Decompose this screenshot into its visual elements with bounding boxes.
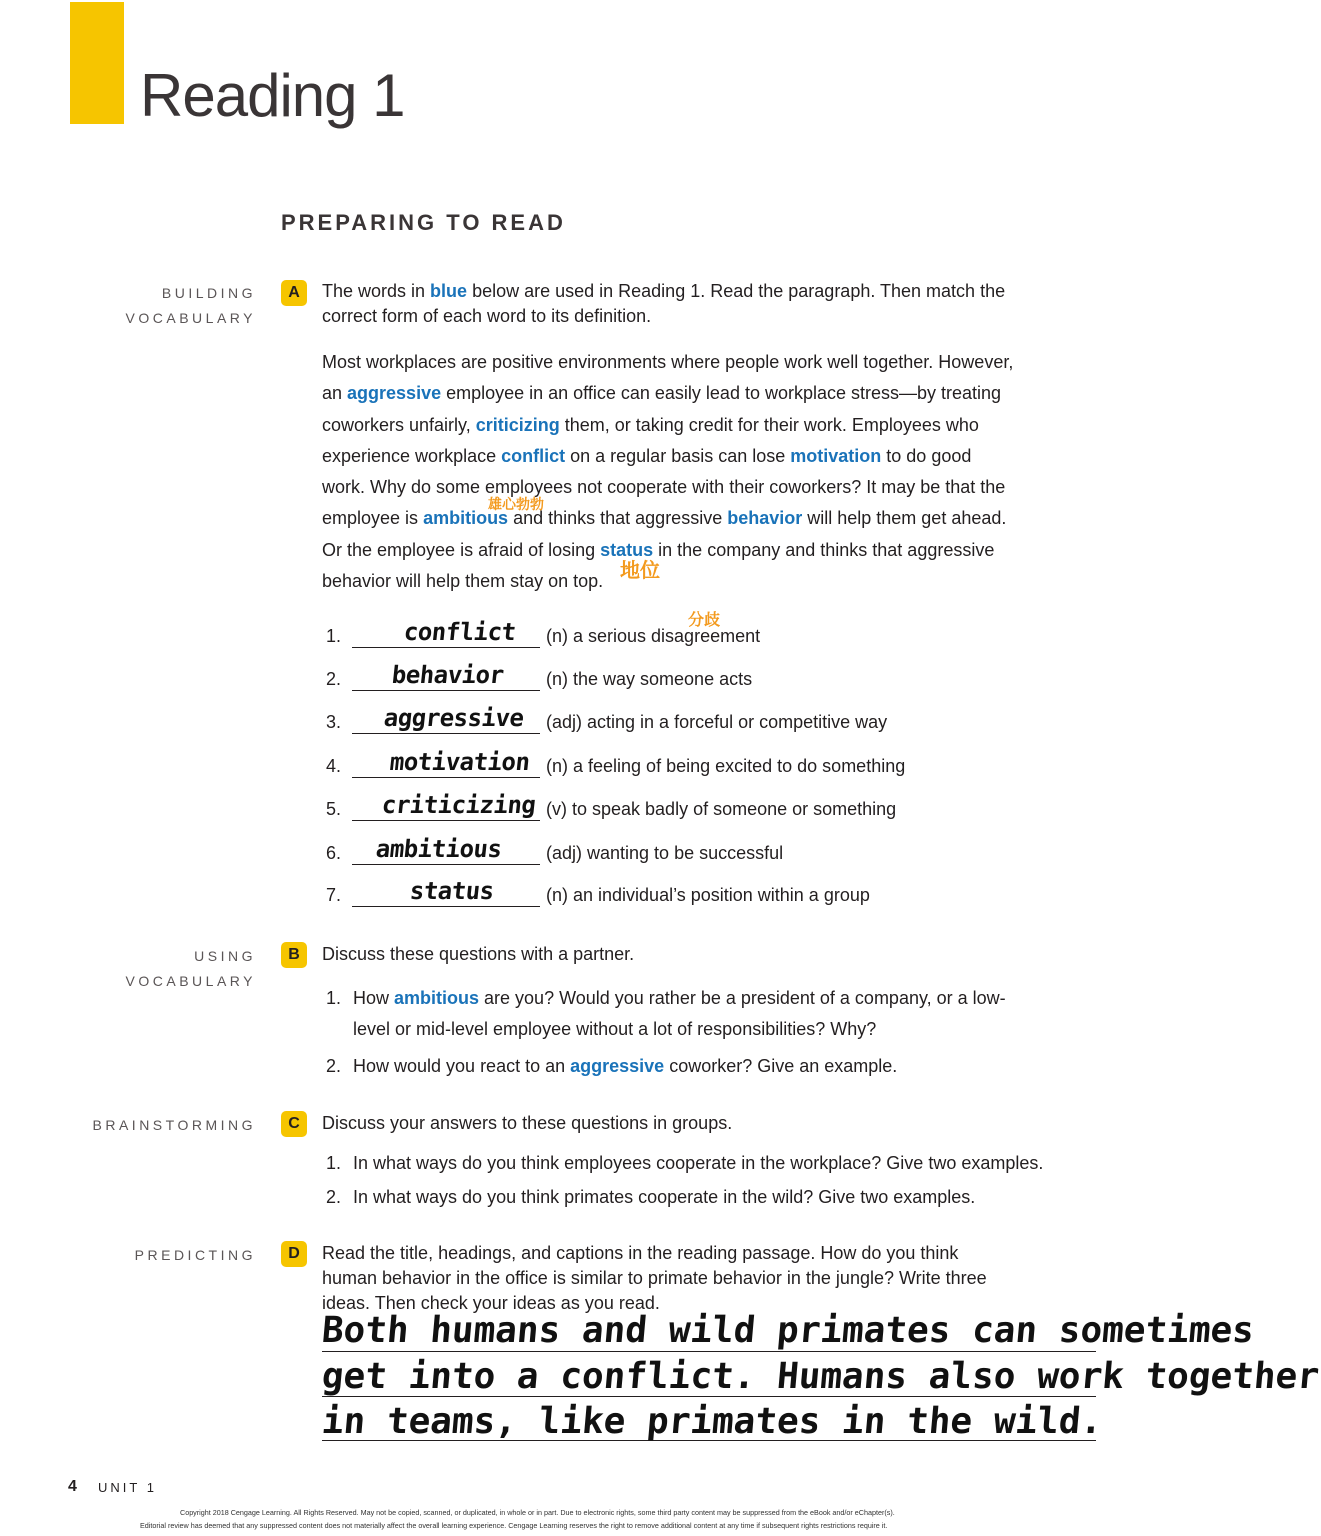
answer-line xyxy=(352,864,540,865)
vocab-motivation: motivation xyxy=(790,445,882,466)
list-item: 5. criticizing (v) to speak badly of someone or something xyxy=(326,791,897,819)
side-label-using-vocabulary: USING VOCABULARY xyxy=(125,948,256,989)
vocab-behavior: behavior xyxy=(727,508,803,529)
list-item: 6. ambitious (adj) wanting to be successful xyxy=(326,835,784,863)
list-item: 1. How ambitious are you? Would you rather be a president of a company, or a low- level or mid-level employee without a lot of responsibilities? Why? xyxy=(326,988,1006,1039)
answer-text: ambitious xyxy=(374,835,504,863)
copyright-line-2: Editorial review has deemed that any suppressed content does not materially affect the overall learning experience. Cengage Learning reserves the right to remove additional content at any time if subsequent rights restrictions require it. xyxy=(140,1521,888,1530)
handwritten-answer-line-1: Both humans and wild primates can sometimes xyxy=(320,1310,1256,1351)
note-disagreement: 分歧 xyxy=(688,610,721,629)
writing-line-1 xyxy=(322,1351,1096,1352)
activity-b-instructions: Discuss these questions with a partner. xyxy=(322,944,635,964)
list-item: 2. How would you react to an aggressive coworker? Give an example. xyxy=(326,1056,898,1076)
answer-text: criticizing xyxy=(380,791,537,819)
handwritten-answer-line-3: in teams, like primates in the wild. xyxy=(320,1401,1105,1442)
activity-a-instructions: The words in blue below are used in Reading 1. Read the paragraph. Then match the correct form of each word to its definition. xyxy=(322,281,1006,326)
page-number: 4 xyxy=(68,1478,77,1495)
side-label-building-vocabulary: BUILDING VOCABULARY xyxy=(125,285,256,326)
answer-line xyxy=(352,820,540,821)
answer-text: aggressive xyxy=(382,704,525,732)
answer-line xyxy=(352,777,540,778)
badge-b: B xyxy=(281,942,307,968)
vocabulary-paragraph: Most workplaces are positive environments where people work well together. However, an aggressive employee in an office can easily lead to workplace stress—by treating coworkers unfairly, criticizing them, or taking credit for their work. Employees who experience workplace conflict on a regular basis can lose motivation to do good work. Why do some employees not cooperate with their coworkers? It may be that the employee is ambitious and thinks that aggressive behavior will help them get ahead. Or the employee is afraid of losing status in the company and thinks that aggressive behavior will help them stay on top. xyxy=(322,352,1014,592)
vocab-ambitious: ambitious xyxy=(423,508,509,529)
answer-line xyxy=(352,690,540,691)
list-item: 2. behavior (n) the way someone acts xyxy=(326,661,753,689)
yellow-accent-bar xyxy=(70,2,124,124)
note-ambitious: 雄心勃勃 xyxy=(488,497,544,513)
answer-text: motivation xyxy=(388,748,531,776)
vocab-criticizing: criticizing xyxy=(475,414,560,435)
vocab-conflict: conflict xyxy=(501,445,566,466)
activity-c-questions xyxy=(326,1146,1106,1214)
note-status: 地位 xyxy=(620,558,660,582)
page-title: Reading 1 xyxy=(140,62,405,129)
vocab-aggressive: aggressive xyxy=(347,383,442,404)
list-item: 4. motivation (n) a feeling of being excited to do something xyxy=(326,748,906,776)
unit-label: UNIT 1 xyxy=(98,1480,157,1495)
answer-line xyxy=(352,733,540,734)
list-item: 7. status (n) an individual’s position within a group xyxy=(326,877,870,905)
vocab-status: status xyxy=(600,539,654,560)
answer-text: behavior xyxy=(390,661,506,689)
side-label-brainstorming: BRAINSTORMING xyxy=(92,1117,256,1133)
answer-text: status xyxy=(408,877,496,905)
answer-line xyxy=(352,647,540,648)
section-heading: PREPARING TO READ xyxy=(281,210,566,235)
activity-d-instructions: Read the title, headings, and captions in the reading passage. How do you think human behavior in the office is similar to primate behavior in the jungle? Write three ideas. Then check your ideas as you read. xyxy=(322,1243,987,1313)
answer-text: conflict xyxy=(402,618,518,646)
list-item: 3. aggressive (adj) acting in a forceful or competitive way xyxy=(326,704,888,732)
handwritten-answer-line-2: get into a conflict. Humans also work together xyxy=(320,1356,1321,1397)
list-item: 2. In what ways do you think primates cooperate in the wild? Give two examples. xyxy=(326,1187,976,1207)
side-label-predicting: PREDICTING xyxy=(134,1247,256,1263)
activity-b-questions xyxy=(326,983,1086,1082)
activity-c-instructions: Discuss your answers to these questions in groups. xyxy=(322,1113,733,1133)
copyright-line-1: Copyright 2018 Cengage Learning. All Rights Reserved. May not be copied, scanned, or duplicated, in whole or in part. Due to electronic rights, some third party content may be suppressed from the eBook and/or eChapter(s). xyxy=(180,1508,895,1517)
badge-d: D xyxy=(281,1241,307,1267)
badge-a: A xyxy=(281,280,307,306)
list-item: 1. In what ways do you think employees cooperate in the workplace? Give two examples. xyxy=(326,1153,1044,1173)
answer-line xyxy=(352,906,540,907)
badge-c: C xyxy=(281,1111,307,1137)
list-item: 1. conflict (n) a serious disagreement xyxy=(326,618,761,646)
